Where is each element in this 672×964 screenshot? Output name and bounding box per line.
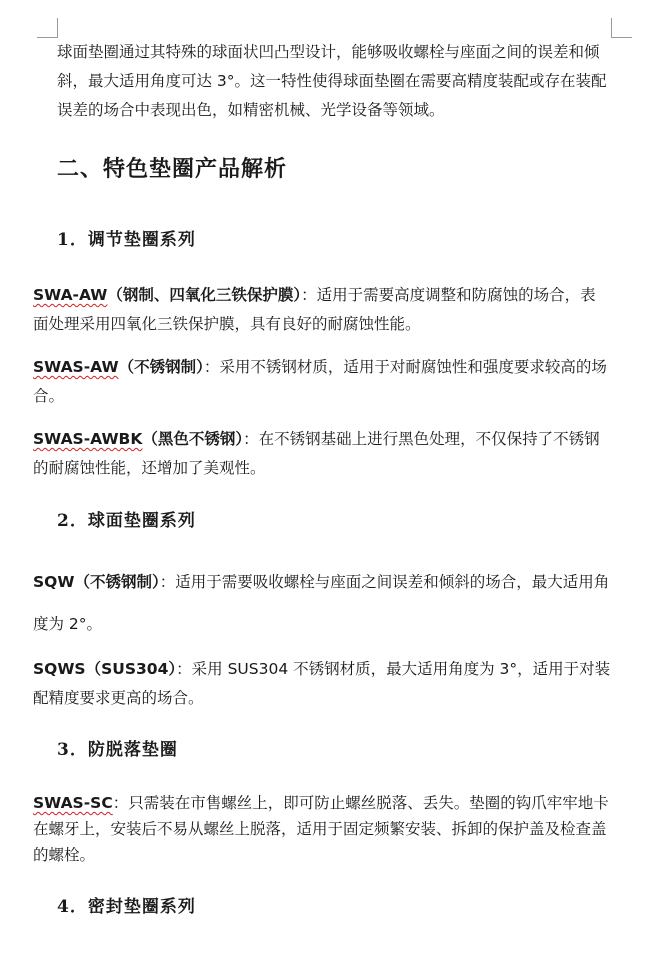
product-code: SWAS-AWBK (33, 430, 143, 448)
product-code: SWA-AW (33, 286, 108, 304)
separator: ： (112, 794, 129, 812)
product-entry (33, 281, 611, 339)
product-entry (33, 425, 611, 483)
crop-mark-left-horizontal (37, 37, 57, 38)
product-entry (33, 790, 611, 868)
subsection-heading: 4．密封垫圈系列 (57, 897, 196, 917)
product-code: SQW (33, 573, 75, 591)
product-entry (33, 561, 611, 645)
crop-mark-left-vertical (57, 18, 58, 38)
crop-mark-right-horizontal (612, 37, 632, 38)
product-description: 采用不锈钢材质，适用于对耐腐蚀性和强度要求较高的场合。 (33, 358, 607, 405)
product-description: 采用 SUS304 不锈钢材质，最大适用角度为 3°，适用于对装配精度要求更高的场合。 (33, 660, 611, 707)
product-code: SQWS (33, 660, 86, 678)
separator: ： (159, 573, 176, 591)
product-spec: （黑色不锈钢） (142, 430, 244, 448)
product-code: SWAS-SC (33, 794, 113, 812)
product-spec: （钢制、四氧化三铁保护膜） (107, 286, 302, 304)
section-heading: 二、特色垫圈产品解析 (57, 156, 288, 182)
product-description: 在不锈钢基础上进行黑色处理，不仅保持了不锈钢的耐腐蚀性能，还增加了美观性。 (33, 430, 600, 477)
subsection-heading: 1．调节垫圈系列 (57, 230, 196, 250)
product-description: 适用于需要吸收螺栓与座面之间误差和倾斜的场合，最大适用角度为 2°。 (33, 573, 610, 633)
product-entry (33, 353, 611, 411)
product-entry (33, 655, 611, 713)
intro-paragraph: 球面垫圈通过其特殊的球面状凹凸型设计，能够吸收螺栓与座面之间的误差和倾斜，最大适用角度可达 3°。这一特性使得球面垫圈在需要高精度装配或存在装配误差的场合中表现出色，如精密机械、光学设备等领域。 (57, 43, 607, 119)
subsection-heading: 3．防脱落垫圈 (57, 740, 178, 760)
subsection-heading: 2．球面垫圈系列 (57, 511, 196, 531)
separator: ： (203, 358, 220, 376)
product-code: SWAS-AW (33, 358, 119, 376)
separator: ： (301, 286, 317, 304)
product-spec: （SUS304） (85, 660, 177, 678)
crop-mark-right-vertical (611, 18, 612, 38)
product-spec: （不锈钢制） (74, 573, 160, 591)
product-spec: （不锈钢制） (118, 358, 204, 376)
product-description: 只需装在市售螺丝上，即可防止螺丝脱落、丢失。垫圈的钩爪牢牢地卡在螺牙上，安装后不易从螺丝上脱落，适用于固定频繁安装、拆卸的保护盖及检查盖的螺栓。 (33, 794, 609, 864)
separator: ： (176, 660, 192, 678)
separator: ： (243, 430, 259, 448)
product-description: 适用于需要高度调整和防腐蚀的场合，表面处理采用四氧化三铁保护膜，具有良好的耐腐蚀性能。 (33, 286, 596, 333)
